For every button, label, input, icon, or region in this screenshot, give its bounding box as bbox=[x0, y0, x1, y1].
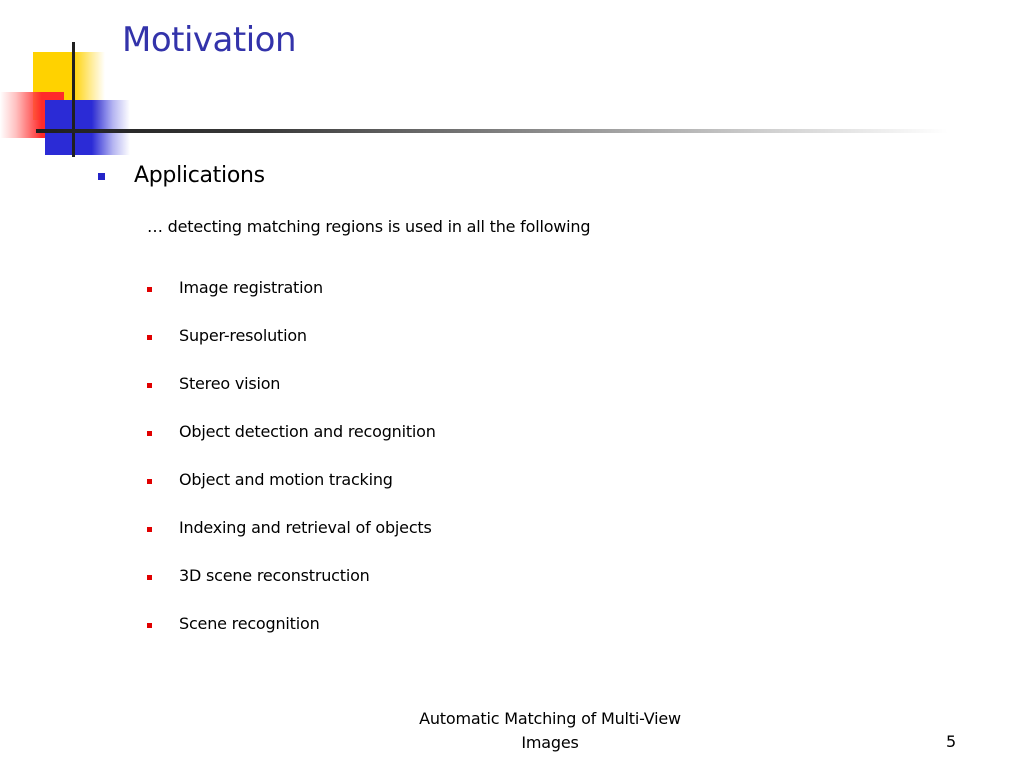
title-underline bbox=[36, 129, 948, 133]
footer-title-line1: Automatic Matching of Multi-View bbox=[419, 709, 681, 728]
list-item-text: Object and motion tracking bbox=[179, 470, 393, 489]
footer-title bbox=[380, 707, 720, 755]
square-bullet-icon bbox=[147, 623, 152, 628]
list-item bbox=[147, 360, 436, 408]
slide-title: Motivation bbox=[122, 20, 296, 60]
square-bullet-icon bbox=[147, 383, 152, 388]
level1-bullet-item bbox=[98, 163, 265, 188]
list-item-text: Object detection and recognition bbox=[179, 422, 436, 441]
square-bullet-icon bbox=[147, 575, 152, 580]
level1-bullet-text: Applications bbox=[134, 163, 265, 188]
square-bullet-icon bbox=[147, 479, 152, 484]
list-item bbox=[147, 264, 436, 312]
list-item bbox=[147, 456, 436, 504]
list-item-text: Image registration bbox=[179, 278, 323, 297]
list-item bbox=[147, 504, 436, 552]
page-number: 5 bbox=[946, 732, 957, 751]
list-item bbox=[147, 408, 436, 456]
logo-blue-square bbox=[45, 100, 130, 155]
list-item-text: 3D scene reconstruction bbox=[179, 566, 370, 585]
list-item bbox=[147, 552, 436, 600]
footer-title-line2: Images bbox=[521, 733, 579, 752]
list-item bbox=[147, 600, 436, 648]
square-bullet-icon bbox=[98, 173, 105, 180]
square-bullet-icon bbox=[147, 431, 152, 436]
list-item bbox=[147, 312, 436, 360]
list-item-text: Indexing and retrieval of objects bbox=[179, 518, 432, 537]
applications-list bbox=[147, 264, 436, 648]
square-bullet-icon bbox=[147, 527, 152, 532]
list-item-text: Super-resolution bbox=[179, 326, 307, 345]
square-bullet-icon bbox=[147, 287, 152, 292]
list-item-text: Scene recognition bbox=[179, 614, 320, 633]
square-bullet-icon bbox=[147, 335, 152, 340]
logo-vertical-line bbox=[72, 42, 75, 157]
list-item-text: Stereo vision bbox=[179, 374, 281, 393]
intro-text: … detecting matching regions is used in all the following bbox=[147, 217, 591, 236]
